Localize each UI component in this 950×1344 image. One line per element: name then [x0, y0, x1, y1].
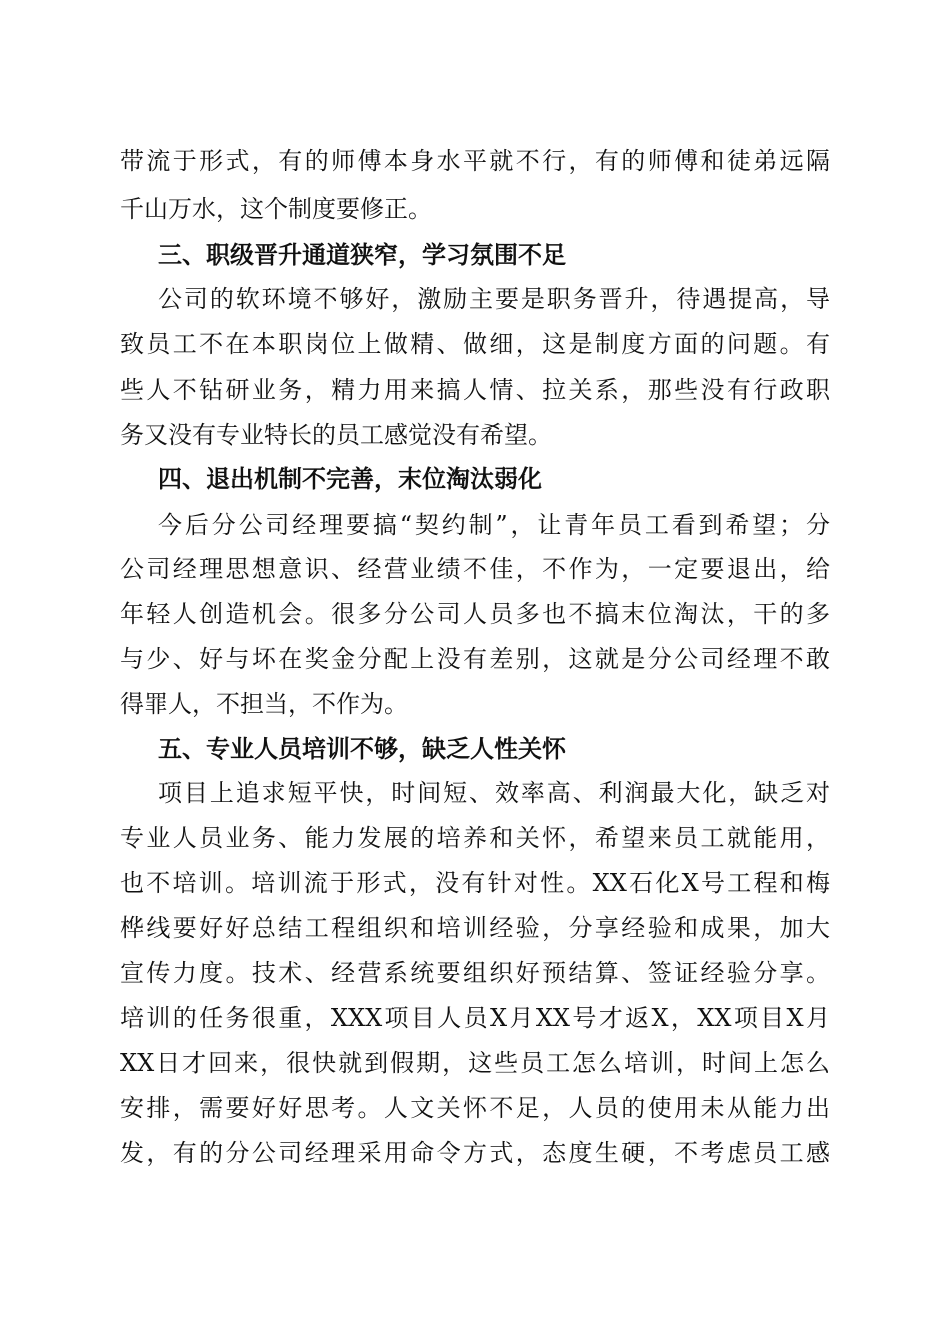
paragraph-line: 今后分公司经理要搞“契约制”，让青年员工看到希望；分 — [158, 511, 830, 539]
paragraph-line: 公司经理思想意识、经营业绩不佳，不作为，一定要退出，给 — [120, 555, 830, 583]
paragraph-line: 培训的任务很重，XXX项目人员X月XX号才返X，XX项目X月 — [120, 1004, 830, 1032]
paragraph-line: 安排，需要好好思考。人文关怀不足，人员的使用未从能力出 — [120, 1094, 830, 1122]
paragraph-line: 千山万水，这个制度要修正。 — [120, 195, 432, 223]
paragraph-line: 务又没有专业特长的员工感觉没有希望。 — [120, 421, 552, 449]
paragraph-line: 桦线要好好总结工程组织和培训经验，分享经验和成果，加大 — [120, 914, 830, 942]
paragraph-line: 宣传力度。技术、经营系统要组织好预结算、签证经验分享。 — [120, 959, 830, 987]
paragraph-line: XX日才回来，很快就到假期，这些员工怎么培训，时间上怎么 — [120, 1049, 830, 1077]
paragraph-line: 得罪人，不担当，不作为。 — [120, 690, 408, 718]
section-heading-4: 四、退出机制不完善，末位淘汰弱化 — [158, 465, 542, 493]
paragraph-line: 带流于形式，有的师傅本身水平就不行，有的师傅和徒弟远隔 — [120, 147, 830, 175]
paragraph-line: 些人不钻研业务，精力用来搞人情、拉关系，那些没有行政职 — [120, 376, 830, 404]
paragraph-line: 也不培训。培训流于形式，没有针对性。XX石化X号工程和梅 — [120, 869, 830, 897]
paragraph-line: 项目上追求短平快，时间短、效率高、利润最大化，缺乏对 — [158, 779, 830, 807]
paragraph-line: 专业人员业务、能力发展的培养和关怀，希望来员工就能用， — [120, 824, 830, 852]
paragraph-line: 年轻人创造机会。很多分公司人员多也不搞末位淘汰，干的多 — [120, 600, 830, 628]
paragraph-line: 发，有的分公司经理采用命令方式，态度生硬，不考虑员工感 — [120, 1139, 830, 1167]
section-heading-5: 五、专业人员培训不够，缺乏人性关怀 — [158, 735, 566, 763]
paragraph-line: 与少、好与坏在奖金分配上没有差别，这就是分公司经理不敢 — [120, 645, 830, 673]
paragraph-line: 公司的软环境不够好，激励主要是职务晋升，待遇提高，导 — [158, 285, 830, 313]
paragraph-line: 致员工不在本职岗位上做精、做细，这是制度方面的问题。有 — [120, 330, 830, 358]
section-heading-3: 三、职级晋升通道狭窄，学习氛围不足 — [158, 241, 566, 269]
